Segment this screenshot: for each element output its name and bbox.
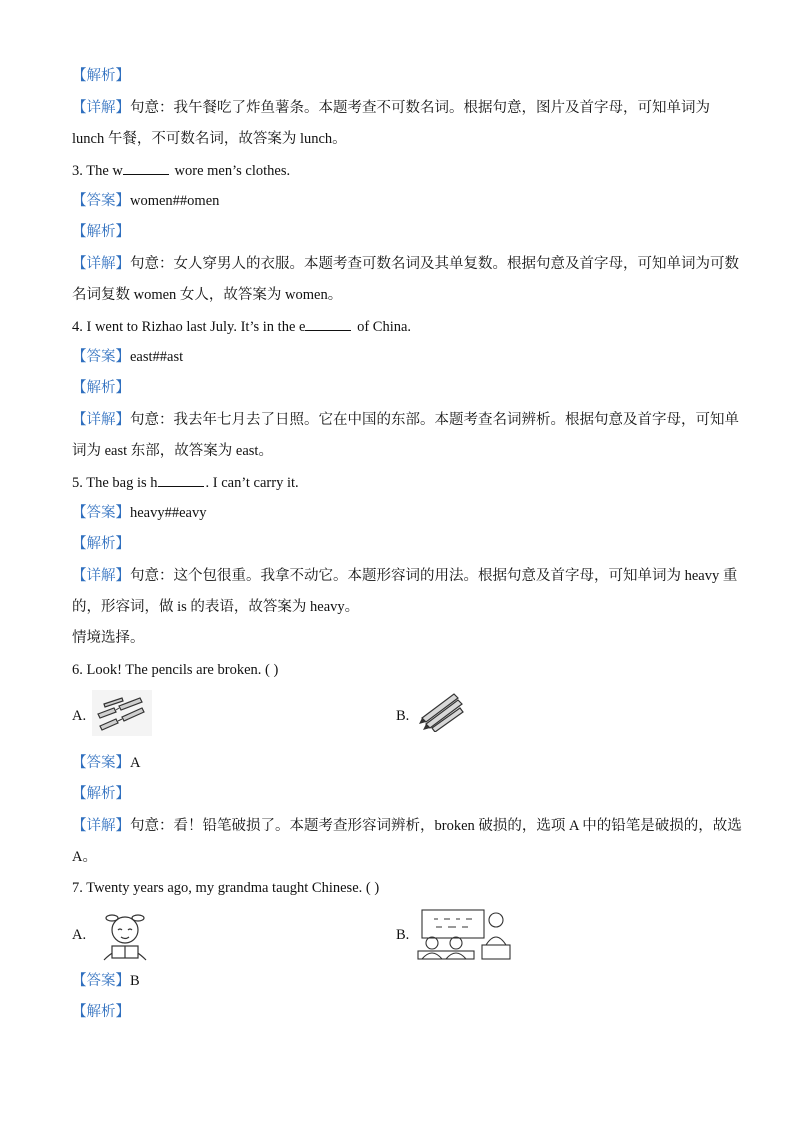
broken-pencils-image bbox=[92, 690, 152, 736]
answer-line: 【答案】A bbox=[72, 755, 141, 771]
option-b-label: B. bbox=[396, 708, 410, 724]
girl-reading-image bbox=[96, 910, 154, 962]
analysis-label: 【解析】 bbox=[72, 380, 130, 396]
analysis-label: 【解析】 bbox=[72, 1004, 130, 1020]
option-b-label: B. bbox=[396, 927, 410, 943]
detail-paragraph: 【详解】句意：女人穿男人的衣服。本题考查可数名词及其单复数。根据句意及首字母，可知单词为可数 bbox=[72, 256, 739, 272]
answer-line: 【答案】east##ast bbox=[72, 349, 184, 365]
detail-paragraph: 【详解】句意：我去年七月去了日照。它在中国的东部。本题考查名词辨析。根据句意及首字母，可知单 bbox=[72, 412, 739, 428]
option-a-label: A. bbox=[72, 927, 87, 943]
detail-continuation: 词为 east 东部，故答案为 east。 bbox=[72, 443, 273, 459]
analysis-label: 【解析】 bbox=[72, 224, 130, 240]
detail-paragraph: 【详解】句意：这个包很重。我拿不动它。本题形容词的用法。根据句意及首字母，可知单词为 heavy 重 bbox=[72, 568, 738, 584]
analysis-label: 【解析】 bbox=[72, 536, 130, 552]
option-a-label: A. bbox=[72, 708, 87, 724]
answer-blank bbox=[123, 160, 169, 175]
answer-blank bbox=[305, 316, 351, 331]
detail-continuation: A。 bbox=[72, 849, 97, 865]
detail-continuation: 名词复数 women 女人，故答案为 women。 bbox=[72, 287, 343, 303]
pencils-image bbox=[418, 690, 466, 732]
analysis-label: 【解析】 bbox=[72, 786, 130, 802]
answer-line: 【答案】heavy##eavy bbox=[72, 505, 207, 521]
teacher-classroom-image bbox=[416, 907, 512, 961]
detail-continuation: lunch 午餐，不可数名词，故答案为 lunch。 bbox=[72, 131, 347, 147]
detail-paragraph: 【详解】句意：我午餐吃了炸鱼薯条。本题考查不可数名词。根据句意，图片及首字母，可知单词为 bbox=[72, 100, 710, 116]
detail-paragraph: 【详解】句意：看！铅笔破损了。本题考查形容词辨析，broken 破损的，选项 A 中的铅笔是破损的，故选 bbox=[72, 818, 742, 834]
question-4: 4. I went to Rizhao last July. It’s in the e of China. bbox=[72, 316, 411, 337]
answer-line: 【答案】B bbox=[72, 973, 140, 989]
detail-continuation: 的，形容词，做 is 的表语，故答案为 heavy。 bbox=[72, 599, 360, 615]
section-title: 情境选择。 bbox=[72, 630, 145, 646]
question-7: 7. Twenty years ago, my grandma taught Chinese. ( ) bbox=[72, 880, 380, 896]
answer-line: 【答案】women##omen bbox=[72, 193, 220, 209]
question-5: 5. The bag is h . I can’t carry it. bbox=[72, 472, 299, 493]
question-6: 6. Look! The pencils are broken. ( ) bbox=[72, 662, 279, 678]
answer-blank bbox=[158, 472, 204, 487]
question-3: 3. The w wore men’s clothes. bbox=[72, 160, 290, 181]
analysis-label: 【解析】 bbox=[72, 68, 130, 84]
